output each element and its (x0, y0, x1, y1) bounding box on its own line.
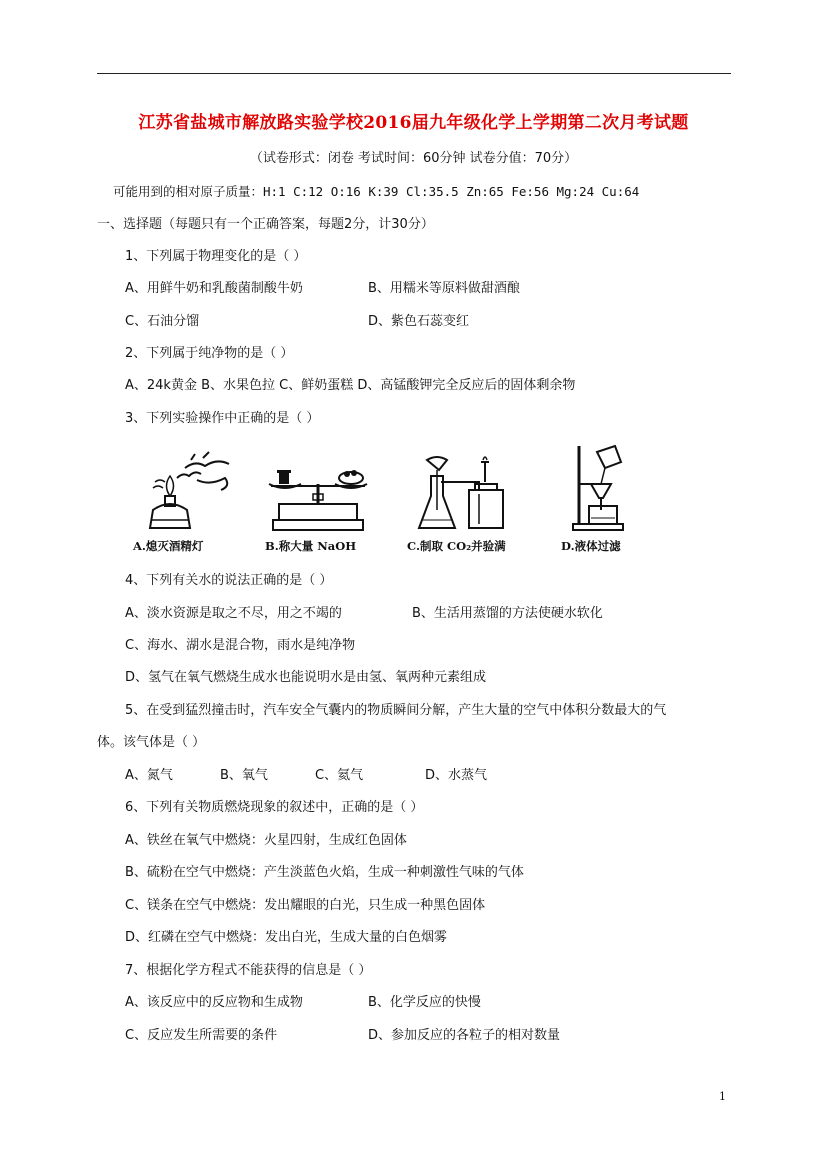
q5-option-a: A、氮气 (125, 768, 173, 783)
caption-c: C.制取 CO₂并验满 (407, 539, 506, 553)
q1-stem: 1、下列属于物理变化的是（ ） (125, 249, 307, 264)
q3-apparatus-figure (125, 440, 645, 560)
q6-option-c: C、镁条在空气中燃烧：发出耀眼的白光，只生成一种黑色固体 (125, 898, 486, 913)
q7-option-b: B、化学反应的快慢 (368, 995, 481, 1010)
q2-stem: 2、下列属于纯净物的是（ ） (125, 346, 294, 361)
balance-illustration (263, 440, 373, 539)
co2-setup-illustration (399, 440, 519, 539)
q6-option-a: A、铁丝在氧气中燃烧：火星四射，生成红色固体 (125, 833, 407, 848)
q1-option-c: C、石油分馏 (125, 314, 200, 329)
q5-stem-line1: 5、在受到猛烈撞击时，汽车安全气囊内的物质瞬间分解，产生大量的空气中体积分数最大的气 (125, 703, 667, 718)
exam-title: 江苏省盐城市解放路实验学校2016届九年级化学上学期第二次月考试题 (138, 113, 689, 133)
page-number: 1 (719, 1090, 726, 1103)
q5-option-d: D、水蒸气 (425, 768, 488, 783)
q2-options: A、24k黄金 B、水果色拉 C、鲜奶蛋糕 D、高锰酸钾完全反应后的固体剩余物 (125, 378, 576, 393)
q7-option-d: D、参加反应的各粒子的相对数量 (368, 1028, 561, 1043)
atomic-masses: 可能用到的相对原子质量：H:1 C:12 O:16 K:39 Cl:35.5 Zn:65 Fe:56 Mg:24 Cu:64 (113, 184, 640, 199)
q6-option-d: D、红磷在空气中燃烧：发出白光，生成大量的白色烟雾 (125, 930, 448, 945)
section-heading: 一、选择题（每题只有一个正确答案，每题2分，计30分） (97, 217, 434, 232)
q4-option-d: D、氢气在氧气燃烧生成水也能说明水是由氢、氧两种元素组成 (125, 670, 487, 685)
q1-option-b: B、用糯米等原料做甜酒酿 (368, 281, 520, 296)
q3-stem: 3、下列实验操作中正确的是（ ） (125, 411, 320, 426)
q4-option-b: B、生活用蒸馏的方法使硬水软化 (412, 606, 603, 621)
q6-option-b: B、硫粉在空气中燃烧：产生淡蓝色火焰，生成一种刺激性气味的气体 (125, 865, 524, 880)
q5-option-b: B、氧气 (220, 768, 268, 783)
q4-option-a: A、淡水资源是取之不尽，用之不竭的 (125, 606, 342, 621)
caption-a: A.熄灭酒精灯 (133, 539, 204, 553)
q6-stem: 6、下列有关物质燃烧现象的叙述中，正确的是（ ） (125, 800, 424, 815)
q5-stem-line2: 体。该气体是（ ） (97, 735, 206, 750)
exam-info: （试卷形式：闭卷 考试时间：60分钟 试卷分值：70分） (249, 151, 578, 166)
q4-stem: 4、下列有关水的说法正确的是（ ） (125, 573, 333, 588)
filtration-illustration (565, 440, 645, 539)
q7-option-c: C、反应发生所需要的条件 (125, 1028, 278, 1043)
q5-option-c: C、氦气 (315, 768, 364, 783)
q1-option-d: D、紫色石蕊变红 (368, 314, 470, 329)
caption-b: B.称大量 NaOH (265, 539, 357, 553)
header-rule (97, 73, 731, 74)
caption-d: D.液体过滤 (561, 539, 621, 553)
q1-option-a: A、用鲜牛奶和乳酸菌制酸牛奶 (125, 281, 303, 296)
alcohol-lamp-illustration (125, 440, 240, 539)
q7-stem: 7、根据化学方程式不能获得的信息是（ ） (125, 963, 372, 978)
q7-option-a: A、该反应中的反应物和生成物 (125, 995, 303, 1010)
q4-option-c: C、海水、湖水是混合物，雨水是纯净物 (125, 638, 356, 653)
